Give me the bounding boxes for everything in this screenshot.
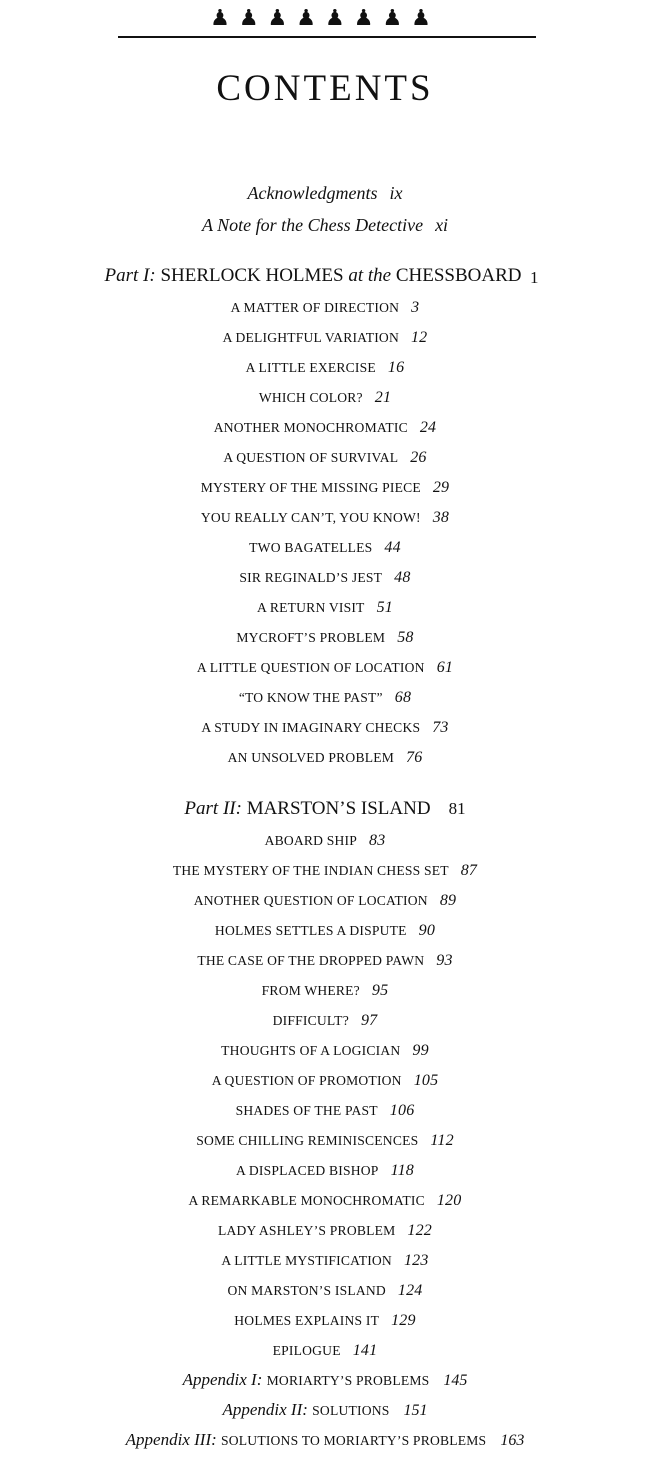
entry-page: 106 [389,1102,415,1119]
toc-entry[interactable] [0,596,650,620]
entry-page: 24 [419,419,437,436]
toc-entry[interactable] [0,1009,650,1033]
part-title-connector: at the [348,265,392,286]
entry-page: 163 [500,1432,525,1449]
entry-title: A DELIGHTFUL VARIATION [222,330,399,345]
entry-title: AN UNSOLVED PROBLEM [227,750,395,765]
entry-title: A REMARKABLE MONOCHROMATIC [188,1193,425,1208]
entry-page: 95 [371,982,389,999]
toc-entry[interactable] [0,1309,650,1333]
entry-page: 87 [460,862,478,879]
entry-page: 105 [413,1072,439,1089]
entry-title: SOME CHILLING REMINISCENCES [196,1133,419,1148]
part-label: Part I: [104,265,156,286]
entry-title: YOU REALLY CAN’T, YOU KNOW! [200,510,421,525]
toc-entry[interactable] [0,1249,650,1273]
entry-title: TWO BAGATELLES [249,540,373,555]
page-title: CONTENTS [216,68,434,109]
entry-title: ANOTHER QUESTION OF LOCATION [193,893,428,908]
entry-title: A DISPLACED BISHOP [235,1163,379,1178]
entry-page: 26 [410,449,427,466]
toc-entry[interactable] [0,746,650,770]
toc-entry[interactable] [0,716,650,740]
toc-entry[interactable] [0,919,650,943]
appendix-label: Appendix III: [125,1430,217,1449]
entry-page: xi [435,215,449,235]
entry-title: SIR REGINALD’S JEST [239,570,383,585]
entry-title: A STUDY IN IMAGINARY CHECKS [201,720,421,735]
entry-title: THOUGHTS OF A LOGICIAN [221,1043,401,1058]
entry-title: “TO KNOW THE PAST” [238,690,383,705]
toc-entry[interactable] [0,1129,650,1153]
toc-entry[interactable] [0,506,650,530]
toc-entry-appendix-1[interactable] [0,1368,650,1393]
toc-entry[interactable] [0,566,650,590]
appendix-label: Appendix II: [222,1400,308,1419]
toc-entry-appendix-3[interactable] [0,1428,650,1453]
entry-title: EPILOGUE [272,1343,341,1358]
entry-title: THE CASE OF THE DROPPED PAWN [197,953,425,968]
entry-title: ANOTHER MONOCHROMATIC [213,420,408,435]
toc-entry-note-for-chess-detective[interactable] [0,213,650,237]
toc-entry[interactable] [0,1339,650,1363]
entry-title: WHICH COLOR? [258,390,363,405]
toc-entry[interactable] [0,386,650,410]
entry-page: 83 [369,832,386,849]
entry-title: Acknowledgments [247,183,378,203]
entry-page: 76 [406,749,423,766]
entry-page: 93 [436,952,453,969]
toc-entry[interactable] [0,889,650,913]
toc-entry[interactable] [0,416,650,440]
toc-entry[interactable] [0,686,650,710]
entry-page: ix [389,183,403,203]
toc-entry[interactable] [0,476,650,500]
entry-title: HOLMES SETTLES A DISPUTE [214,923,407,938]
entry-title: FROM WHERE? [261,983,360,998]
appendix-title: MORIARTY’S PROBLEMS [266,1373,430,1388]
entry-page: 44 [384,539,401,556]
toc-entry[interactable] [0,656,650,680]
entry-title: A Note for the Chess Detective [201,215,424,235]
entry-page: 12 [410,329,428,346]
part-label: Part II: [184,798,242,819]
toc-entry[interactable] [0,949,650,973]
entry-page: 89 [439,892,457,909]
toc-entry[interactable] [0,446,650,470]
toc-entry[interactable] [0,1189,650,1213]
entry-page: 73 [432,719,449,736]
entry-title: A LITTLE QUESTION OF LOCATION [196,660,425,675]
entry-page: 21 [374,389,392,406]
appendix-title: SOLUTIONS [312,1403,390,1418]
entry-title: A MATTER OF DIRECTION [230,300,400,315]
entry-page: 145 [443,1372,468,1389]
entry-page: 122 [407,1222,433,1239]
entry-page: 3 [411,299,420,316]
appendix-title: SOLUTIONS TO MORIARTY’S PROBLEMS [221,1433,487,1448]
entry-page: 123 [403,1252,429,1269]
entry-page: 118 [390,1162,414,1179]
part-title: SHERLOCK HOLMES [160,265,344,286]
toc-entry[interactable] [0,1099,650,1123]
entry-page: 97 [360,1012,378,1029]
entry-page: 58 [397,629,414,646]
toc-entry[interactable] [0,829,650,853]
toc-entry[interactable] [0,1039,650,1063]
entry-page: 129 [391,1312,416,1329]
toc-entry[interactable] [0,626,650,650]
entry-title: HOLMES EXPLAINS IT [234,1313,380,1328]
entry-title: ABOARD SHIP [264,833,358,848]
toc-entry[interactable] [0,979,650,1003]
entry-title: A QUESTION OF SURVIVAL [223,450,399,465]
entry-page: 68 [394,689,412,706]
entry-page: 151 [403,1402,428,1419]
entry-page: 120 [436,1192,462,1209]
part-1-heading[interactable] [0,264,638,288]
part-title-end: CHESSBOARD [395,265,522,286]
entry-page: 48 [394,569,411,586]
entry-title: DIFFICULT? [272,1013,349,1028]
toc-entry[interactable] [0,536,650,560]
part-1-page: 1 [530,268,539,287]
entry-title: SHADES OF THE PAST [235,1103,378,1118]
toc-entry[interactable] [0,859,650,883]
entry-title: A LITTLE MYSTIFICATION [221,1253,392,1268]
entry-page: 112 [430,1132,454,1149]
toc-entry[interactable] [0,1159,650,1183]
entry-title: A LITTLE EXERCISE [245,360,376,375]
toc-entry-appendix-2[interactable] [0,1398,650,1423]
header-rule [118,36,536,38]
entry-page: 51 [376,599,393,616]
entry-page: 141 [352,1342,378,1359]
toc-entry[interactable] [0,326,650,350]
toc-entry[interactable] [0,296,650,320]
entry-title: A RETURN VISIT [257,600,365,615]
toc-entry[interactable] [0,1279,650,1303]
appendix-label: Appendix I: [182,1370,263,1389]
entry-page: 38 [432,509,450,526]
entry-title: A QUESTION OF PROMOTION [211,1073,402,1088]
toc-entry[interactable] [0,1069,650,1093]
toc-entry[interactable] [0,356,650,380]
entry-title: MYSTERY OF THE MISSING PIECE [200,480,421,495]
toc-entry[interactable] [0,1219,650,1243]
entry-title: LADY ASHLEY’S PROBLEM [217,1223,396,1238]
entry-page: 99 [412,1042,429,1059]
pawn-ornament-row: ♟♟♟♟♟♟♟♟ [210,6,440,31]
entry-title: MYCROFT’S PROBLEM [236,630,386,645]
toc-entry-acknowledgments[interactable] [0,181,650,205]
entry-title: THE MYSTERY OF THE INDIAN CHESS SET [172,863,449,878]
entry-page: 61 [436,659,454,676]
entry-page: 124 [397,1282,423,1299]
entry-page: 16 [387,359,405,376]
part-2-heading[interactable] [0,797,650,821]
entry-page: 29 [432,479,450,496]
entry-title: ON MARSTON’S ISLAND [227,1283,386,1298]
entry-page: 90 [418,922,436,939]
part-title: MARSTON’S ISLAND [246,798,431,819]
part-page: 81 [448,799,466,818]
